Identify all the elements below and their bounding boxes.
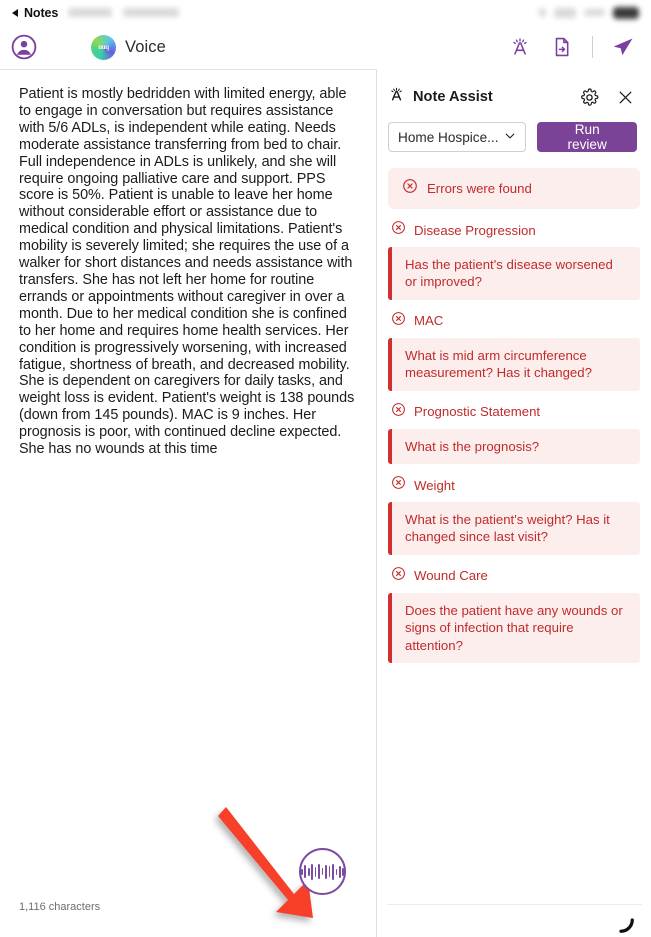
error-circle-icon — [391, 402, 406, 422]
nuance-logo-icon — [91, 35, 116, 60]
finding-section — [388, 402, 640, 464]
finding-title: Disease Progression — [414, 222, 536, 238]
finding-title: MAC — [414, 313, 444, 329]
magic-text-a-icon — [388, 86, 405, 108]
finding-header — [388, 311, 640, 331]
run-review-button[interactable]: Run review — [537, 122, 637, 152]
status-redacted-right — [539, 7, 639, 19]
header-divider — [592, 36, 593, 58]
finding-title: Wound Care — [414, 568, 488, 584]
account-circle-icon[interactable] — [12, 35, 36, 59]
redacted-chip — [68, 8, 112, 17]
document-insert-icon[interactable] — [550, 35, 574, 59]
os-status-bar — [0, 0, 651, 25]
finding-header — [388, 402, 640, 422]
send-paper-plane-icon[interactable] — [611, 35, 635, 59]
status-back-to-notes[interactable] — [12, 6, 58, 20]
finding-header — [388, 475, 640, 495]
finding-header — [388, 220, 640, 240]
finding-title: Weight — [414, 477, 455, 493]
note-body-text[interactable]: Patient is mostly bedridden with limited energy, able to engage in conversation but requires assistance with 5/6 ADLs, is independent while eating. Needs moderate assistance transferring from bed to chair. Full independence in ADLs is unlikely, and she will require ongoing palliative care and support. PPS score is 50%. Patient is unable to leave her home without considerable effort or assistance due to medical condition and physical limitations. Patient's mobility is severely limited; she requires the use of a walker for short distances and needs assistance with transfers. She has not left her home for routine errands or appointments without caregiver in over a month. Due to her medical condition she is confined to her home and requires home health services. Her condition is progressively worsening, with increased fatigue, shortness of breath, and decreased mobility. She is dependent on caregivers for daily tasks, and weight loss is evident. Patient's weight is 138 pounds (down from 145 pounds). MAC is 9 inches. Her prognosis is poor, with continued decline expected. She has no wounds at this time — [19, 86, 359, 458]
finding-question[interactable]: What is the patient's weight? Has it changed since last visit? — [388, 502, 640, 555]
voice-record-button[interactable] — [299, 848, 346, 895]
note-assist-controls — [377, 109, 651, 152]
finding-question[interactable]: What is the prognosis? — [388, 429, 640, 464]
error-circle-icon — [391, 475, 406, 495]
finding-question[interactable]: Has the patient's disease worsened or improved? — [388, 247, 640, 300]
finding-section — [388, 566, 640, 663]
panel-header-actions — [577, 85, 637, 109]
redacted-chip — [539, 8, 546, 17]
brand — [91, 35, 166, 60]
finding-section — [388, 311, 640, 391]
workspace — [0, 69, 651, 937]
note-editor-pane — [0, 69, 377, 937]
template-select-value: Home Hospice... — [398, 129, 499, 145]
redacted-chip — [554, 8, 576, 18]
findings-list — [377, 152, 651, 663]
error-circle-icon — [391, 311, 406, 331]
panel-footer-divider — [387, 904, 642, 905]
finding-section — [388, 475, 640, 555]
app-header — [0, 25, 651, 69]
finding-question[interactable]: What is mid arm circumference measurement? Has it changed? — [388, 338, 640, 391]
battery-icon — [613, 7, 639, 19]
app-title: Voice — [125, 37, 166, 56]
finding-header — [388, 566, 640, 586]
error-circle-icon — [391, 220, 406, 240]
close-icon[interactable] — [613, 85, 637, 109]
errors-found-banner — [388, 168, 640, 209]
redacted-chip — [584, 9, 605, 16]
status-redacted-left — [68, 8, 179, 17]
brand-mark-text: nuq — [98, 43, 109, 51]
note-assist-header — [377, 69, 651, 109]
header-actions — [508, 35, 635, 59]
banner-label: Errors were found — [427, 181, 532, 196]
finding-section — [388, 220, 640, 300]
error-circle-icon — [391, 566, 406, 586]
panel-title: Note Assist — [413, 89, 493, 105]
finding-question[interactable]: Does the patient have any wounds or signs of infection that require attention? — [388, 593, 640, 663]
error-circle-icon — [402, 178, 418, 199]
magic-text-a-icon[interactable] — [508, 35, 532, 59]
finding-title: Prognostic Statement — [414, 404, 541, 420]
back-label: Notes — [24, 5, 59, 20]
redacted-chip — [123, 8, 179, 17]
template-select[interactable] — [388, 122, 526, 152]
character-count: 1,116 characters — [19, 901, 101, 913]
loading-spinner-icon — [606, 905, 636, 935]
note-assist-panel — [377, 69, 651, 937]
chevron-down-icon — [503, 129, 517, 146]
gear-icon[interactable] — [577, 85, 601, 109]
back-arrow-icon — [12, 9, 18, 17]
waveform-icon — [301, 863, 345, 881]
